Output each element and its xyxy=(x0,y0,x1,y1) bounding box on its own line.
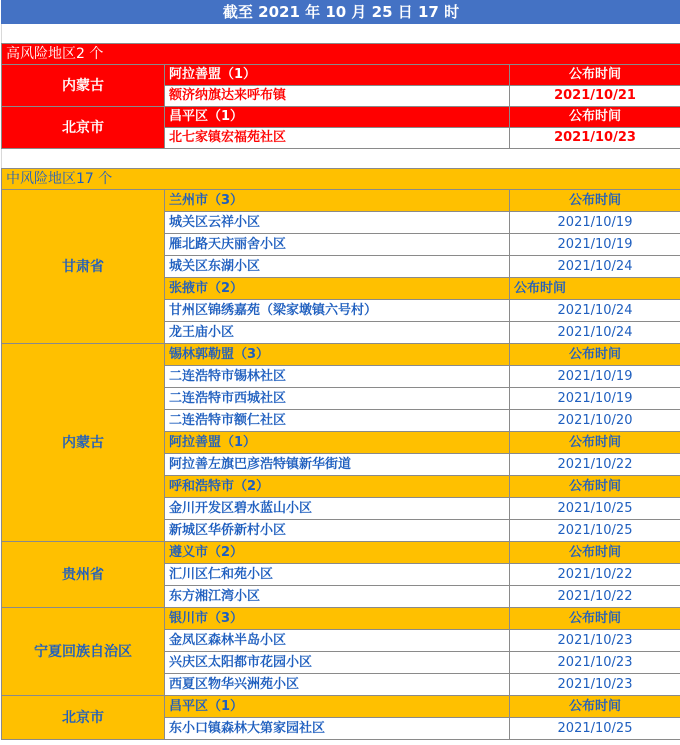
publish-time-header: 公布时间 xyxy=(510,190,680,212)
area-name: 东小口镇森林大第家园社区 xyxy=(165,718,510,740)
area-name: 阿拉善左旗巴彦浩特镇新华街道 xyxy=(165,454,510,476)
publish-date: 2021/10/23 xyxy=(510,128,680,149)
area-name: 额济纳旗达来呼布镇 xyxy=(165,86,510,107)
city-row xyxy=(2,65,680,86)
province-cell: 甘肃省 xyxy=(2,190,165,344)
city-name: 阿拉善盟（1） xyxy=(165,432,510,454)
spacer-row xyxy=(2,24,680,44)
publish-time-header: 公布时间 xyxy=(510,344,680,366)
high-risk-header xyxy=(2,44,680,65)
area-name: 兴庆区太阳都市花园小区 xyxy=(165,652,510,674)
city-name: 昌平区（1） xyxy=(165,696,510,718)
high-risk-label: 高风险地区 xyxy=(6,46,76,62)
city-name: 锡林郭勒盟（3） xyxy=(165,344,510,366)
area-name: 城关区东湖小区 xyxy=(165,256,510,278)
province-cell: 内蒙古 xyxy=(2,344,165,542)
city-name: 阿拉善盟（1） xyxy=(165,65,510,86)
city-name: 昌平区（1） xyxy=(165,107,510,128)
area-name: 金川开发区碧水蓝山小区 xyxy=(165,498,510,520)
city-row xyxy=(2,107,680,128)
area-name: 二连浩特市额仁社区 xyxy=(165,410,510,432)
title-row xyxy=(2,1,680,24)
publish-time-header: 公布时间 xyxy=(510,432,680,454)
publish-date: 2021/10/19 xyxy=(510,388,680,410)
city-row xyxy=(2,344,680,366)
page-title: 截至 2021 年 10 月 25 日 17 时 xyxy=(2,1,680,24)
city-name: 遵义市（2） xyxy=(165,542,510,564)
city-name: 银川市（3） xyxy=(165,608,510,630)
publish-date: 2021/10/19 xyxy=(510,366,680,388)
publish-date: 2021/10/21 xyxy=(510,86,680,107)
publish-date: 2021/10/25 xyxy=(510,718,680,740)
city-row xyxy=(2,542,680,564)
publish-date: 2021/10/25 xyxy=(510,498,680,520)
spacer-row xyxy=(2,149,680,169)
area-name: 甘州区锦绣嘉苑（梁家墩镇六号村） xyxy=(165,300,510,322)
area-name: 东方湘江湾小区 xyxy=(165,586,510,608)
city-row xyxy=(2,190,680,212)
publish-date: 2021/10/20 xyxy=(510,410,680,432)
area-name: 汇川区仁和苑小区 xyxy=(165,564,510,586)
publish-date: 2021/10/19 xyxy=(510,234,680,256)
area-name: 北七家镇宏福苑社区 xyxy=(165,128,510,149)
publish-time-header: 公布时间 xyxy=(510,608,680,630)
province-cell: 北京市 xyxy=(2,107,165,149)
publish-time-header: 公布时间 xyxy=(510,278,680,300)
high-risk-heading xyxy=(2,44,680,65)
publish-date: 2021/10/22 xyxy=(510,586,680,608)
area-name: 龙王庙小区 xyxy=(165,322,510,344)
publish-date: 2021/10/22 xyxy=(510,564,680,586)
area-name: 城关区云祥小区 xyxy=(165,212,510,234)
publish-date: 2021/10/22 xyxy=(510,454,680,476)
area-name: 二连浩特市锡林社区 xyxy=(165,366,510,388)
city-name: 呼和浩特市（2） xyxy=(165,476,510,498)
province-cell: 贵州省 xyxy=(2,542,165,608)
area-name: 西夏区物华兴洲苑小区 xyxy=(165,674,510,696)
city-name: 张掖市（2） xyxy=(165,278,510,300)
publish-time-header: 公布时间 xyxy=(510,696,680,718)
province-cell: 北京市 xyxy=(2,696,165,740)
mid-risk-count: 17 个 xyxy=(76,171,113,187)
publish-date: 2021/10/23 xyxy=(510,652,680,674)
publish-date: 2021/10/25 xyxy=(510,520,680,542)
publish-time-header: 公布时间 xyxy=(510,476,680,498)
area-name: 雁北路天庆丽舍小区 xyxy=(165,234,510,256)
publish-date: 2021/10/19 xyxy=(510,212,680,234)
publish-time-header: 公布时间 xyxy=(510,542,680,564)
city-row xyxy=(2,696,680,718)
publish-date: 2021/10/23 xyxy=(510,630,680,652)
mid-risk-heading xyxy=(2,169,680,190)
area-name: 二连浩特市西城社区 xyxy=(165,388,510,410)
area-name: 新城区华侨新村小区 xyxy=(165,520,510,542)
publish-date: 2021/10/24 xyxy=(510,322,680,344)
province-cell: 宁夏回族自治区 xyxy=(2,608,165,696)
spacer-cell xyxy=(2,149,680,169)
area-name: 金凤区森林半岛小区 xyxy=(165,630,510,652)
mid-risk-header xyxy=(2,169,680,190)
risk-area-table xyxy=(1,0,680,740)
publish-time-header: 公布时间 xyxy=(510,65,680,86)
province-cell: 内蒙古 xyxy=(2,65,165,107)
city-row xyxy=(2,608,680,630)
publish-date: 2021/10/24 xyxy=(510,300,680,322)
publish-time-header: 公布时间 xyxy=(510,107,680,128)
publish-date: 2021/10/23 xyxy=(510,674,680,696)
city-name: 兰州市（3） xyxy=(165,190,510,212)
mid-risk-label: 中风险地区 xyxy=(6,171,76,187)
high-risk-count: 2 个 xyxy=(76,46,104,62)
publish-date: 2021/10/24 xyxy=(510,256,680,278)
spacer-cell xyxy=(2,24,680,44)
